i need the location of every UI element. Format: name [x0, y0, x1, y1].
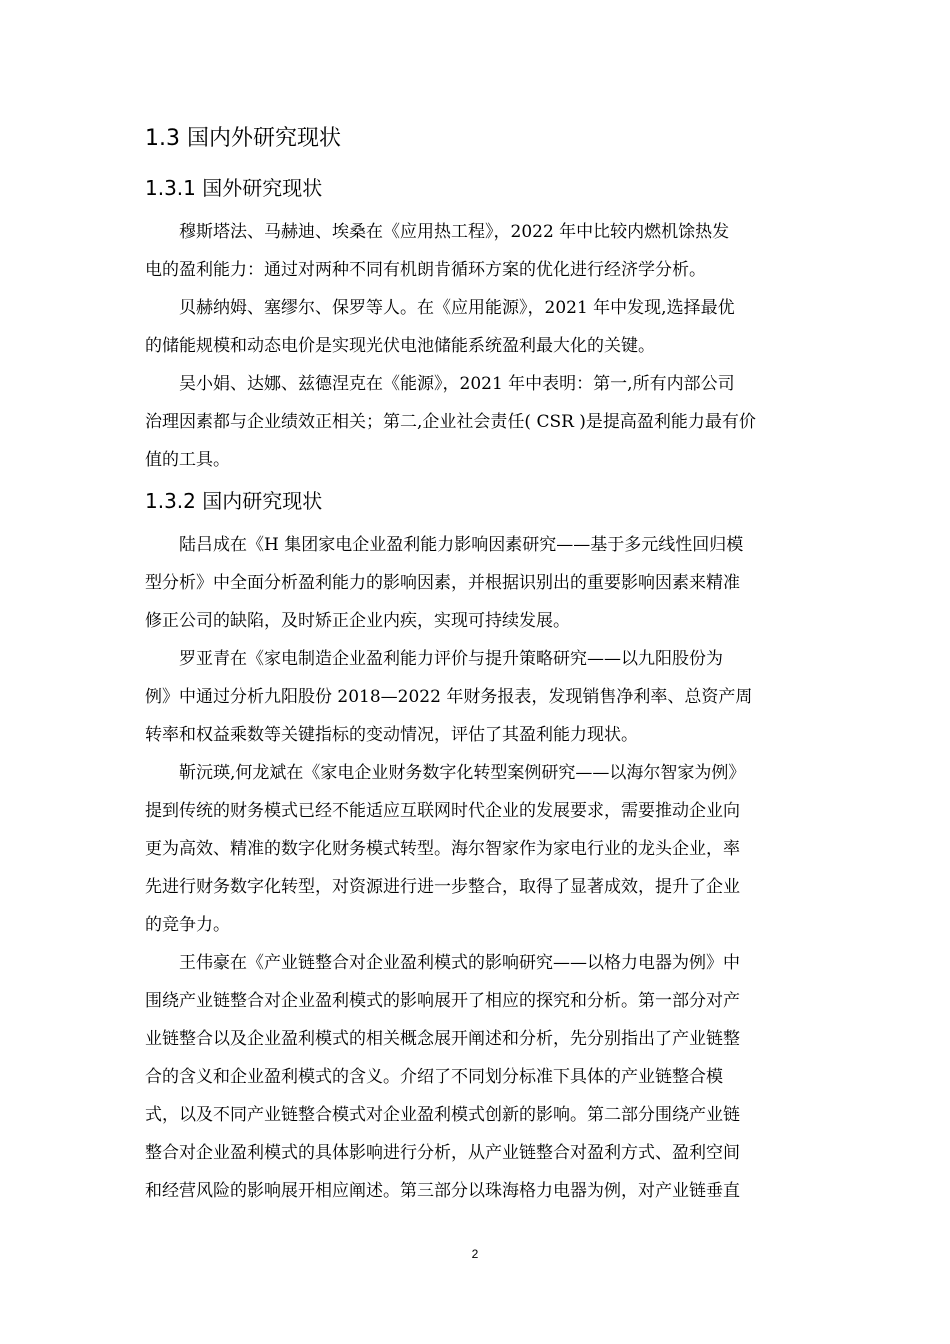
- text-line: 王伟豪在《产业链整合对企业盈利模式的影响研究——以格力电器为例》中: [179, 953, 740, 973]
- subsection-heading-1-3-1: 1.3.1 国外研究现状: [145, 176, 323, 200]
- text-line: 更为高效、精准的数字化财务模式转型。海尔智家作为家电行业的龙头企业，率: [145, 839, 740, 859]
- text-line: 罗亚青在《家电制造企业盈利能力评价与提升策略研究——以九阳股份为: [179, 649, 723, 669]
- text-line: 先进行财务数字化转型，对资源进行进一步整合，取得了显著成效，提升了企业: [145, 877, 740, 897]
- text-line: 式，以及不同产业链整合模式对企业盈利模式创新的影响。第二部分围绕产业链: [145, 1105, 740, 1125]
- text-line: 贝赫纳姆、塞缪尔、保罗等人。在《应用能源》，2021 年中发现,选择最优: [179, 298, 735, 318]
- text-line: 围绕产业链整合对企业盈利模式的影响展开了相应的探究和分析。第一部分对产: [145, 991, 740, 1011]
- paragraph-foreign-2: [145, 289, 805, 365]
- text-line: 提到传统的财务模式已经不能适应互联网时代企业的发展要求，需要推动企业向: [145, 801, 740, 821]
- text-line: 整合对企业盈利模式的具体影响进行分析，从产业链整合对盈利方式、盈利空间: [145, 1143, 740, 1163]
- page-number: 2: [471, 1247, 479, 1261]
- paragraph-domestic-2: [145, 640, 805, 754]
- text-line: 治理因素都与企业绩效正相关；第二,企业社会责任( CSR )是提高盈利能力最有价: [145, 412, 756, 432]
- section-heading-1-3: 1.3 国内外研究现状: [145, 126, 341, 151]
- text-line: 靳沅瑛,何龙斌在《家电企业财务数字化转型案例研究——以海尔智家为例》: [179, 763, 746, 783]
- text-line: 的储能规模和动态电价是实现光伏电池储能系统盈利最大化的关键。: [145, 336, 655, 356]
- text-line: 吴小娟、达娜、兹德涅克在《能源》，2021 年中表明：第一,所有内部公司: [179, 374, 735, 394]
- text-line: 转率和权益乘数等关键指标的变动情况，评估了其盈利能力现状。: [145, 725, 638, 745]
- paragraph-foreign-3: [145, 365, 805, 479]
- text-line: 陆吕成在《H 集团家电企业盈利能力影响因素研究——基于多元线性回归模: [179, 535, 744, 555]
- paragraph-domestic-3: [145, 754, 805, 944]
- text-line: 的竞争力。: [145, 915, 230, 935]
- paragraph-domestic-4: [145, 944, 805, 1210]
- subsection-heading-1-3-2: 1.3.2 国内研究现状: [145, 489, 323, 513]
- paragraph-domestic-1: [145, 526, 805, 640]
- paragraph-foreign-1: [145, 213, 805, 289]
- text-line: 合的含义和企业盈利模式的含义。介绍了不同划分标准下具体的产业链整合模: [145, 1067, 723, 1087]
- text-line: 值的工具。: [145, 450, 230, 470]
- text-line: 例》中通过分析九阳股份 2018—2022 年财务报表，发现销售净利率、总资产周: [145, 687, 753, 707]
- text-line: 电的盈利能力：通过对两种不同有机朗肯循环方案的优化进行经济学分析。: [145, 260, 706, 280]
- text-line: 业链整合以及企业盈利模式的相关概念展开阐述和分析，先分别指出了产业链整: [145, 1029, 740, 1049]
- text-line: 修正公司的缺陷，及时矫正企业内疾，实现可持续发展。: [145, 611, 570, 631]
- text-line: 和经营风险的影响展开相应阐述。第三部分以珠海格力电器为例，对产业链垂直: [145, 1181, 740, 1201]
- text-line: 穆斯塔法、马赫迪、埃桑在《应用热工程》，2022 年中比较内燃机馀热发: [179, 222, 730, 242]
- text-line: 型分析》中全面分析盈利能力的影响因素，并根据识别出的重要影响因素来精准: [145, 573, 740, 593]
